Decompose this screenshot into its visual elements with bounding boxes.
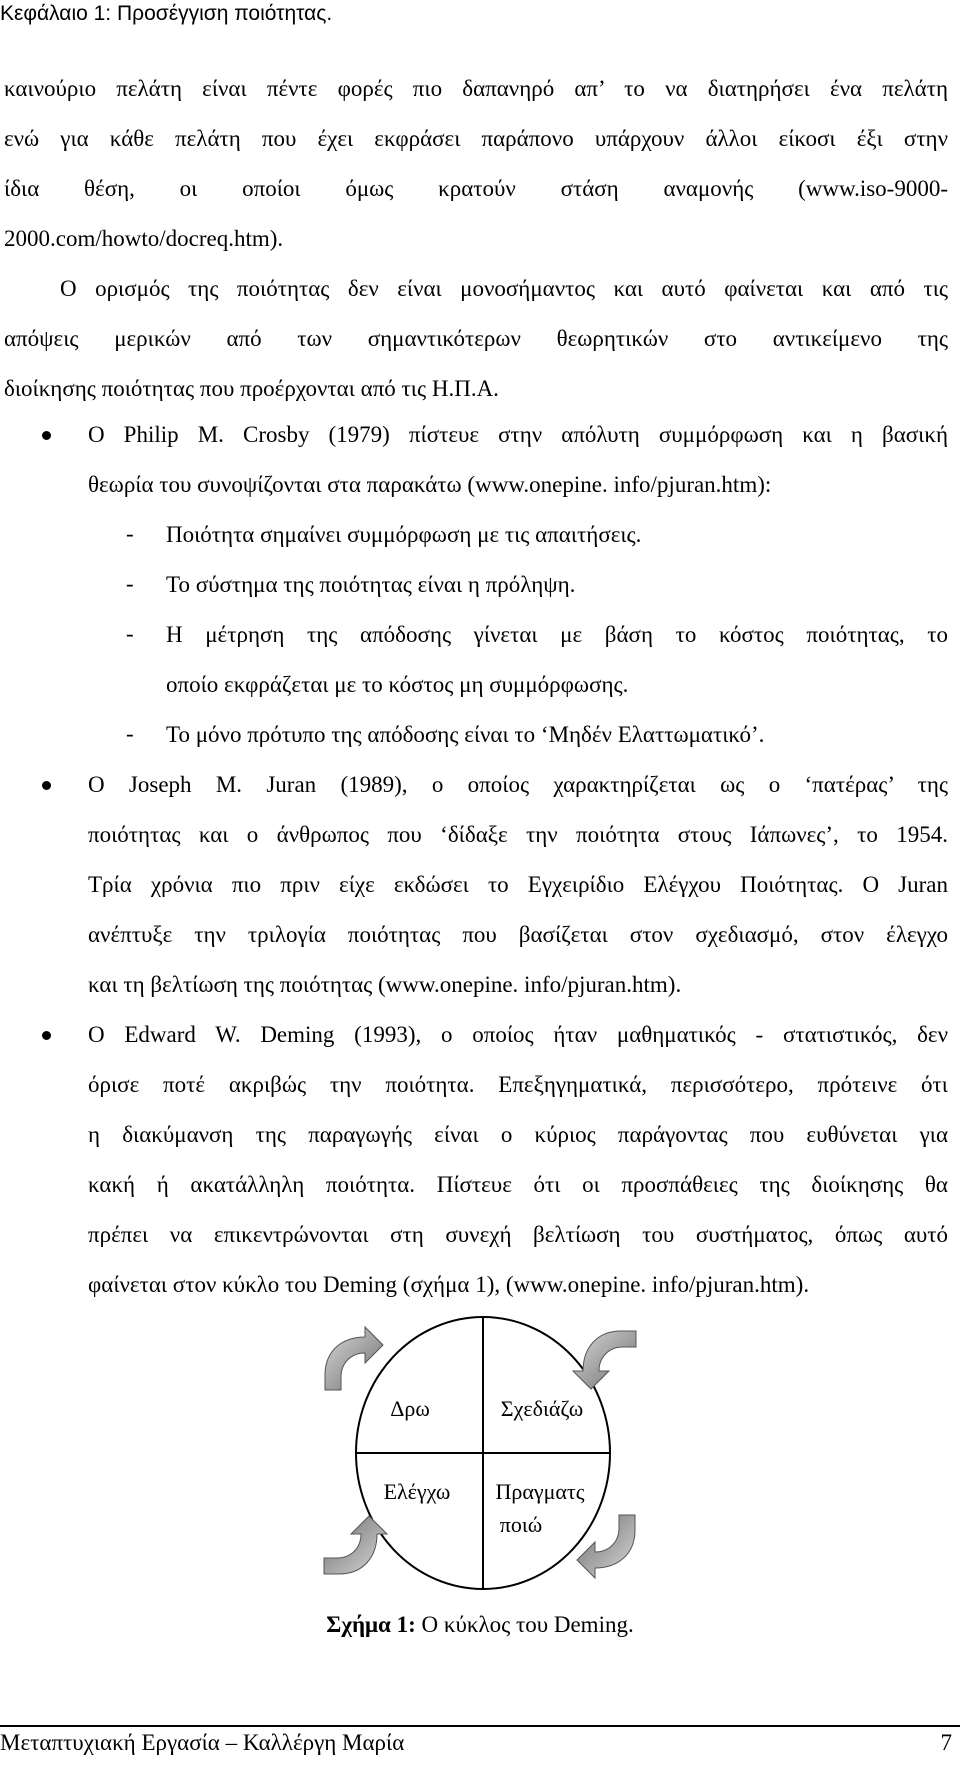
quadrant-label-check: Ελέγχω (383, 1479, 451, 1504)
dash-marker: - (126, 571, 134, 596)
dash-marker: - (126, 621, 134, 646)
quadrant-label-plan: Σχεδιάζω (500, 1396, 584, 1421)
page-number: 7 (940, 1730, 952, 1755)
list-item: Η μέτρηση της απόδοσης γίνεται με βάση το κόστος ποιότητας, το (166, 622, 948, 647)
cycle-arrow-icon (573, 1331, 636, 1389)
list-item: Ποιότητα σημαίνει συμμόρφωση με τις απαιτήσεις. (166, 522, 642, 547)
text-line: Ο Philip M. Crosby (1979) πίστευε στην απόλυτη συμμόρφωση και η βασική (88, 422, 948, 447)
text-line: Ο ορισμός της ποιότητας δεν είναι μονοσήμαντος και αυτό φαίνεται και από τις (60, 276, 948, 301)
dash-marker: - (126, 521, 134, 546)
text-line: και τη βελτίωση της ποιότητας (www.onepine. info/pjuran.htm). (88, 972, 682, 997)
list-item: Το μόνο πρότυπο της απόδοσης είναι το ‘Μηδέν Ελαττωματικό’. (166, 722, 765, 747)
figure-caption (0, 1612, 960, 1638)
text-line: όρισε ποτέ ακριβώς την ποιότητα. Επεξηγηματικά, περισσότερο, πρότεινε ότι (88, 1072, 948, 1097)
text-line: Τρία χρόνια πιο πριν είχε εκδώσει το Εγχειρίδιο Ελέγχου Ποιότητας. Ο Juran (88, 872, 948, 897)
bullet-icon (42, 431, 51, 440)
quadrant-label-do-2: ποιώ (499, 1512, 543, 1537)
dash-marker: - (126, 721, 134, 746)
caption-text: Ο κύκλος του Deming. (415, 1612, 634, 1637)
text-line: ίδια θέση, οι οποίοι όμως κρατούν στάση αναμονής (www.iso-9000- (4, 176, 948, 201)
text-line: ανέπτυξε την τριλογία ποιότητας που βασίζεται στον σχεδιασμό, στον έλεγχο (88, 922, 948, 947)
quadrant-label-do-1: Πραγματς (495, 1479, 585, 1504)
text-line: η διακύμανση της παραγωγής είναι ο κύριος παράγοντας που ευθύνεται για (88, 1122, 948, 1147)
bullet-icon (42, 781, 51, 790)
text-line: απόψεις μερικών από των σημαντικότερων θεωρητικών στο αντικείμενο της (4, 326, 948, 351)
cycle-arrow-icon (324, 1516, 387, 1574)
footer-title: Μεταπτυχιακή Εργασία – Καλλέργη Μαρία (0, 1730, 405, 1755)
text-line: Ο Joseph M. Juran (1989), ο οποίος χαρακτηρίζεται ως ο ‘πατέρας’ της (88, 772, 948, 797)
text-line: ενώ για κάθε πελάτη που έχει εκφράσει παράπονο υπάρχουν άλλοι είκοσι έξι στην (4, 126, 948, 151)
text-line: φαίνεται στον κύκλο του Deming (σχήμα 1), (www.onepine. info/pjuran.htm). (88, 1272, 810, 1297)
text-line: Ο Edward W. Deming (1993), ο οποίος ήταν μαθηματικός - στατιστικός, δεν (88, 1022, 948, 1047)
caption-label: Σχήμα 1: (326, 1612, 416, 1637)
text-line: καινούριο πελάτη είναι πέντε φορές πιο δαπανηρό απ’ το να διατηρήσει ένα πελάτη (4, 76, 948, 101)
chapter-header: Κεφάλαιο 1: Προσέγγιση ποιότητας. (0, 2, 333, 25)
footer-divider (0, 1725, 960, 1727)
list-item: Το σύστημα της ποιότητας είναι η πρόληψη. (166, 572, 576, 597)
cycle-arrow-icon (325, 1327, 383, 1390)
text-line: πρέπει να επικεντρώνονται στη συνεχή βελτίωση του συστήματος, όπως αυτό (88, 1222, 948, 1247)
bullet-icon (42, 1031, 51, 1040)
text-line: θεωρία του συνοψίζονται στα παρακάτω (www.onepine. info/pjuran.htm): (88, 472, 772, 497)
quadrant-label-act: Δρω (390, 1396, 430, 1421)
list-item: οποίο εκφράζεται με το κόστος μη συμμόρφωσης. (166, 672, 629, 697)
text-line: ποιότητας και ο άνθρωπος που ‘δίδαξε την ποιότητα στους Ιάπωνες’, το 1954. (88, 822, 948, 847)
deming-cycle-figure (300, 1290, 660, 1610)
text-line: κακή ή ακατάλληλη ποιότητα. Πίστευε ότι οι προσπάθειες της διοίκησης θα (88, 1172, 948, 1197)
text-line: διοίκησης ποιότητας που προέρχονται από τις Η.Π.Α. (4, 376, 499, 401)
text-line: 2000.com/howto/docreq.htm). (4, 226, 284, 251)
